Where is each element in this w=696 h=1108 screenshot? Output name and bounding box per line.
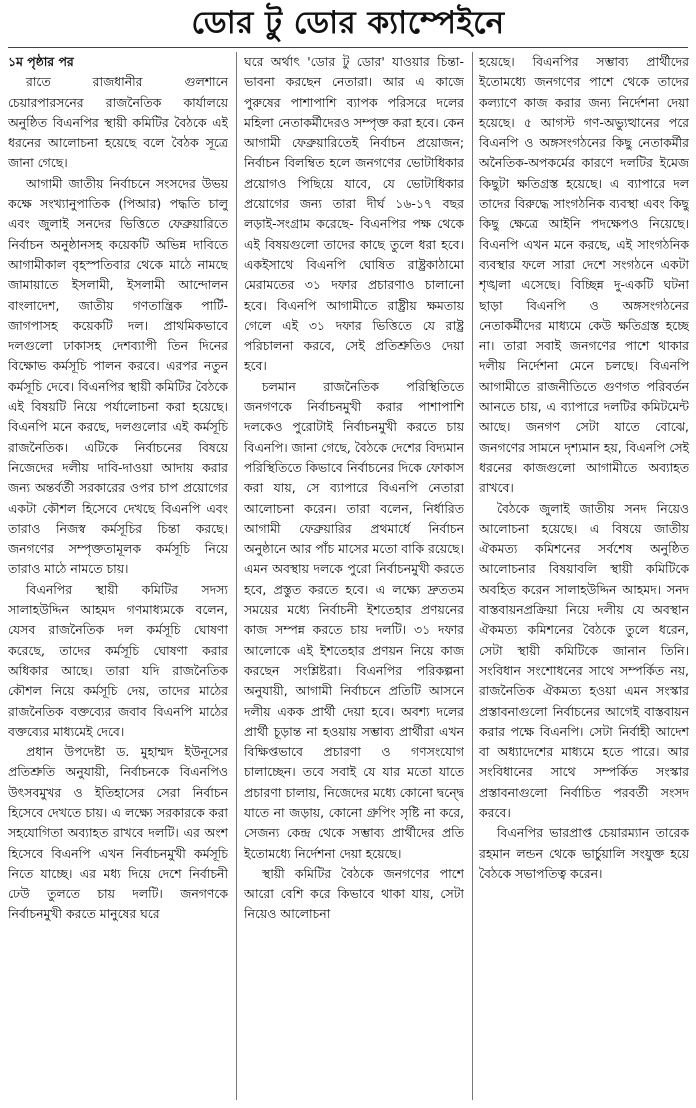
- article-column-1: [8, 52, 228, 1102]
- paragraph: স্থায়ী কমিটির বৈঠকে জনগণের পাশে আরো বেশি করে কিভাবে থাকা যায়, সেটা নিয়েও আলোচনা: [244, 865, 464, 922]
- paragraph: চলমান রাজনৈতিক পরিস্থিতিতে জনগণকে নির্বাচনমুখী করার পাশাপাশি দলকেও পুরোটাই নির্বাচনমুখী করতে চায় বিএনপি। জানা গেছে, বৈঠকে দেশের বিদ্যমান পরিস্থিতিতে কিভাবে নির্বাচনের দিকে ফোকাস করা যায়, সে ব্যাপারে বিএনপি নেতারা আলোচনা করেন। তারা বলেন, নির্ধারিত আগামী ফেব্রুয়ারির প্রথমার্ধে নির্বাচন অনুষ্ঠানে আর পাঁচ মাসের মতো বাকি রয়েছে। এমন অবস্থায় দলকে পুরো নির্বাচনমুখী করতে হবে, প্রস্তুত করতে হবে। এ লক্ষ্যে দ্রুততম সময়ের মধ্যে নির্বাচনী ইশতেহার প্রণয়নের কাজ সম্পন্ন করতে চায় দলটি। ৩১ দফার আলোকে এই ইশতেহার প্রণয়ন নিয়ে কাজ করছেন সংশ্লিষ্টরা। বিএনপির পরিকল্পনা অনুযায়ী, আগামী নির্বাচনে প্রতিটি আসনে দলীয় একক প্রার্থী দেয়া হবে। অবশ্য দলের প্রার্থী চূড়ান্ত না হওয়ায় সম্ভাব্য প্রার্থীরা এখন বিক্ষিপ্তভাবে প্রচারণা ও গণসংযোগ চালাচ্ছেন। তবে সবাই যে যার মতো যাতে প্রচারণা চালায়, নিজেদের মধ্যে কোনো দ্বন্দ্বে যাতে না জড়ায়, কোনো গ্রুপিং সৃষ্টি না করে, সেজন্য কেন্দ্র থেকে সম্ভাব্য প্রার্থীদের প্রতি ইতোমধ্যে নির্দেশনা দেয়া হয়েছে।: [244, 378, 464, 861]
- continued-label: ১ম পৃষ্ঠার পর: [8, 54, 74, 69]
- article-column-2: [244, 52, 464, 1102]
- paragraph: আগামী জাতীয় নির্বাচনে সংসদের উভয় কক্ষে সংখ্যানুপাতিক (পিআর) পদ্ধতি চালু এবং জুলাই সনদের ভিত্তিতে ফেব্রুয়ারিতে নির্বাচন অনুষ্ঠানসহ কয়েকটি অভিন্ন দাবিতে আগামীকাল বৃহস্পতিবার থেকে মাঠে নামছে জামায়াতে ইসলামী, ইসলামী আন্দোলন বাংলাদেশ, জাতীয় গণতান্ত্রিক পার্টি-জাগপাসহ কয়েকটি দল। প্রাথমিকভাবে দলগুলো ঢাকাসহ দেশব্যাপী তিন দিনের বিক্ষোভ কর্মসূচি পালন করবে। এরপর নতুন কর্মসূচি দেবে। বিএনপির স্থায়ী কমিটির বৈঠকে এই বিষয়টি নিয়ে পর্যালোচনা করা হয়েছে। বিএনপি মনে করছে, দলগুলোর এই কর্মসূচি রাজনৈতিক। এটিকে নির্বাচনের বিষয়ে নিজেদের দলীয় দাবি-দাওয়া আদায় করার জন্য অন্তর্বর্তী সরকারের ওপর চাপ প্রয়োগের একটা কৌশল হিসেবে দেখছে বিএনপি এবং তারাও নিজস্ব কর্মসূচির চিন্তা করছে। জনগণের সম্পৃক্ততামূলক কর্মসূচি নিয়ে তারাও মাঠে নামতে চায়।: [8, 175, 228, 577]
- headline-rule: [8, 47, 688, 48]
- article-column-3: [479, 52, 689, 1102]
- paragraph: বিএনপির স্থায়ী কমিটির সদস্য সালাহউদ্দিন আহমদ গণমাধ্যমকে বলেন, যেসব রাজনৈতিক দল কর্মসূচি ঘোষণা করেছে, তাদের কর্মসূচি ঘোষণা করার অধিকার আছে। তারা যদি রাজনৈতিক কৌশল নিয়ে কর্মসূচি দেয়, তাদের মাঠের রাজনৈতিক বক্তব্যের জবাব বিএনপি মাঠের বক্তব্যের মাধ্যমেই দেবে।: [8, 581, 228, 739]
- paragraph: প্রধান উপদেষ্টা ড. মুহাম্মদ ইউনূসের প্রতিশ্রুতি অনুযায়ী, নির্বাচনকে বিএনপিও উৎসবমুখর ও ইতিহাসের সেরা নির্বাচন হিসেবে দেখতে চায়। এ লক্ষ্যে সরকারকে করা সহযোগিতা অব্যাহত রাখবে দলটি। এর অংশ হিসেবে বিএনপি এখন নির্বাচনমুখী কর্মসূচি নিতে যাচ্ছে। এর মধ্য দিয়ে দেশে নির্বাচনী ঢেউ তুলতে চায় দলটি। জনগণকে নির্বাচনমুখী করতে মানুষের ঘরে: [8, 744, 228, 922]
- paragraph: রাতে রাজধানীর গুলশানে চেয়ারপারসনের রাজনৈতিক কার্যালয়ে অনুষ্ঠিত বিএনপির স্থায়ী কমিটির বৈঠকে এই ধরনের আলোচনা হয়েছে বলে বৈঠক সূত্রে জানা গেছে।: [8, 74, 228, 171]
- article-headline: ডোর টু ডোর ক্যাম্পেইনে: [191, 5, 505, 41]
- column-divider: [472, 52, 473, 1100]
- paragraph: হয়েছে। বিএনপির সম্ভাব্য প্রার্থীদের ইতোমধ্যে জনগণের পাশে থেকে তাদের কল্যাণে কাজ করার জন্য নির্দেশনা দেয়া হয়েছে। ৫ আগস্ট গণ-অভ্যুত্থানের পরে বিএনপি ও অঙ্গসংগঠনের কিছু নেতাকর্মীর অনৈতিক-অপকর্মের কারণে দলটির ইমেজ কিছুটা ক্ষতিগ্রস্ত হয়েছে। এ ব্যাপারে দল তাদের বিরুদ্ধে সাংগঠনিক ব্যবস্থা এবং কিছু কিছু ক্ষেত্রে আইনি পদক্ষেপও নিয়েছে। বিএনপি এখন মনে করছে, এই সাংগঠনিক ব্যবস্থার ফলে সারা দেশে সংগঠনে একটা শৃঙ্খলা এসেছে। বিচ্ছিন্ন দু-একটি ঘটনা ছাড়া বিএনপি ও অঙ্গসংগঠনের নেতাকর্মীদের মাধ্যমে কেউ ক্ষতিগ্রস্ত হচ্ছে না। তারা সবাই জনগণের পাশে থাকার দলীয় নির্দেশনা মেনে চলছে। বিএনপি আগামীতে রাজনীতিতে গুণগত পরিবর্তন আনতে চায়, এ ব্যাপারে দলটির কমিটমেন্ট আছে। জনগণ সেটা যাতে বোঝে, জনগণের সামনে দৃশ্যমান হয়, বিএনপি সেই ধরনের কাজগুলো আগামীতে অব্যাহত রাখবে।: [479, 54, 689, 496]
- column-divider: [236, 52, 237, 1100]
- paragraph: ঘরে অর্থাৎ 'ডোর টু ডোর' যাওয়ার চিন্তা-ভাবনা করছেন নেতারা। আর এ কাজে পুরুষের পাশাপাশি ব্যাপক পরিসরে দলের মহিলা নেতাকর্মীদেরও সম্পৃক্ত করা হবে। কেন আগামী ফেব্রুয়ারিতেই নির্বাচন প্রয়োজন; নির্বাচন বিলম্বিত হলে জনগণের ভোটাধিকার প্রয়োগও পিছিয়ে যাবে, যে ভোটাধিকার প্রয়োগের জন্য তারা দীর্ঘ ১৬-১৭ বছর লড়াই-সংগ্রাম করেছে- বিএনপির পক্ষ থেকে এই বিষয়গুলো তাদের কাছে তুলে ধরা হবে। একইসাথে বিএনপি ঘোষিত রাষ্ট্রকাঠামো মেরামতের ৩১ দফার প্রচারণাও চালানো হবে। বিএনপি আগামীতে রাষ্ট্রীয় ক্ষমতায় গেলে এই ৩১ দফার ভিত্তিতে যে রাষ্ট্র পরিচালনা করবে, সেই প্রতিশ্রুতিও দেয়া হবে।: [244, 54, 464, 374]
- paragraph: বিএনপির ভারপ্রাপ্ত চেয়ারম্যান তারেক রহমান লন্ডন থেকে ভার্চুয়ালি সংযুক্ত হয়ে বৈঠকে সভাপতিত্ব করেন।: [479, 825, 689, 881]
- paragraph: বৈঠকে জুলাই জাতীয় সনদ নিয়েও আলোচনা হয়েছে। এ বিষয়ে জাতীয় ঐকমত্য কমিশনের সর্বশেষ অনুষ্ঠিত আলোচনার বিষয়াবলি স্থায়ী কমিটিকে অবহিত করেন সালাহউদ্দিন আহমদ। সনদ বাস্তবায়নপ্রক্রিয়া নিয়ে দলীয় যে অবস্থান ঐকমত্য কমিশনের বৈঠকে তুলে ধরেন, সেটা স্থায়ী কমিটিকে জানান তিনি। সংবিধান সংশোধনের সাথে সম্পর্কিত নয়, রাজনৈতিক ঐকমত্য হওয়া এমন সংস্কার প্রস্তাবনাগুলো নির্বাচনের আগেই বাস্তবায়ন করার পক্ষে বিএনপি। সেটা নির্বাহী আদেশ বা অধ্যাদেশের মাধ্যমে হতে পারে। আর সংবিধানের সাথে সম্পর্কিত সংস্কার প্রস্তাবনাগুলো নির্বাচিত পরবর্তী সংসদ করবে।: [479, 500, 689, 820]
